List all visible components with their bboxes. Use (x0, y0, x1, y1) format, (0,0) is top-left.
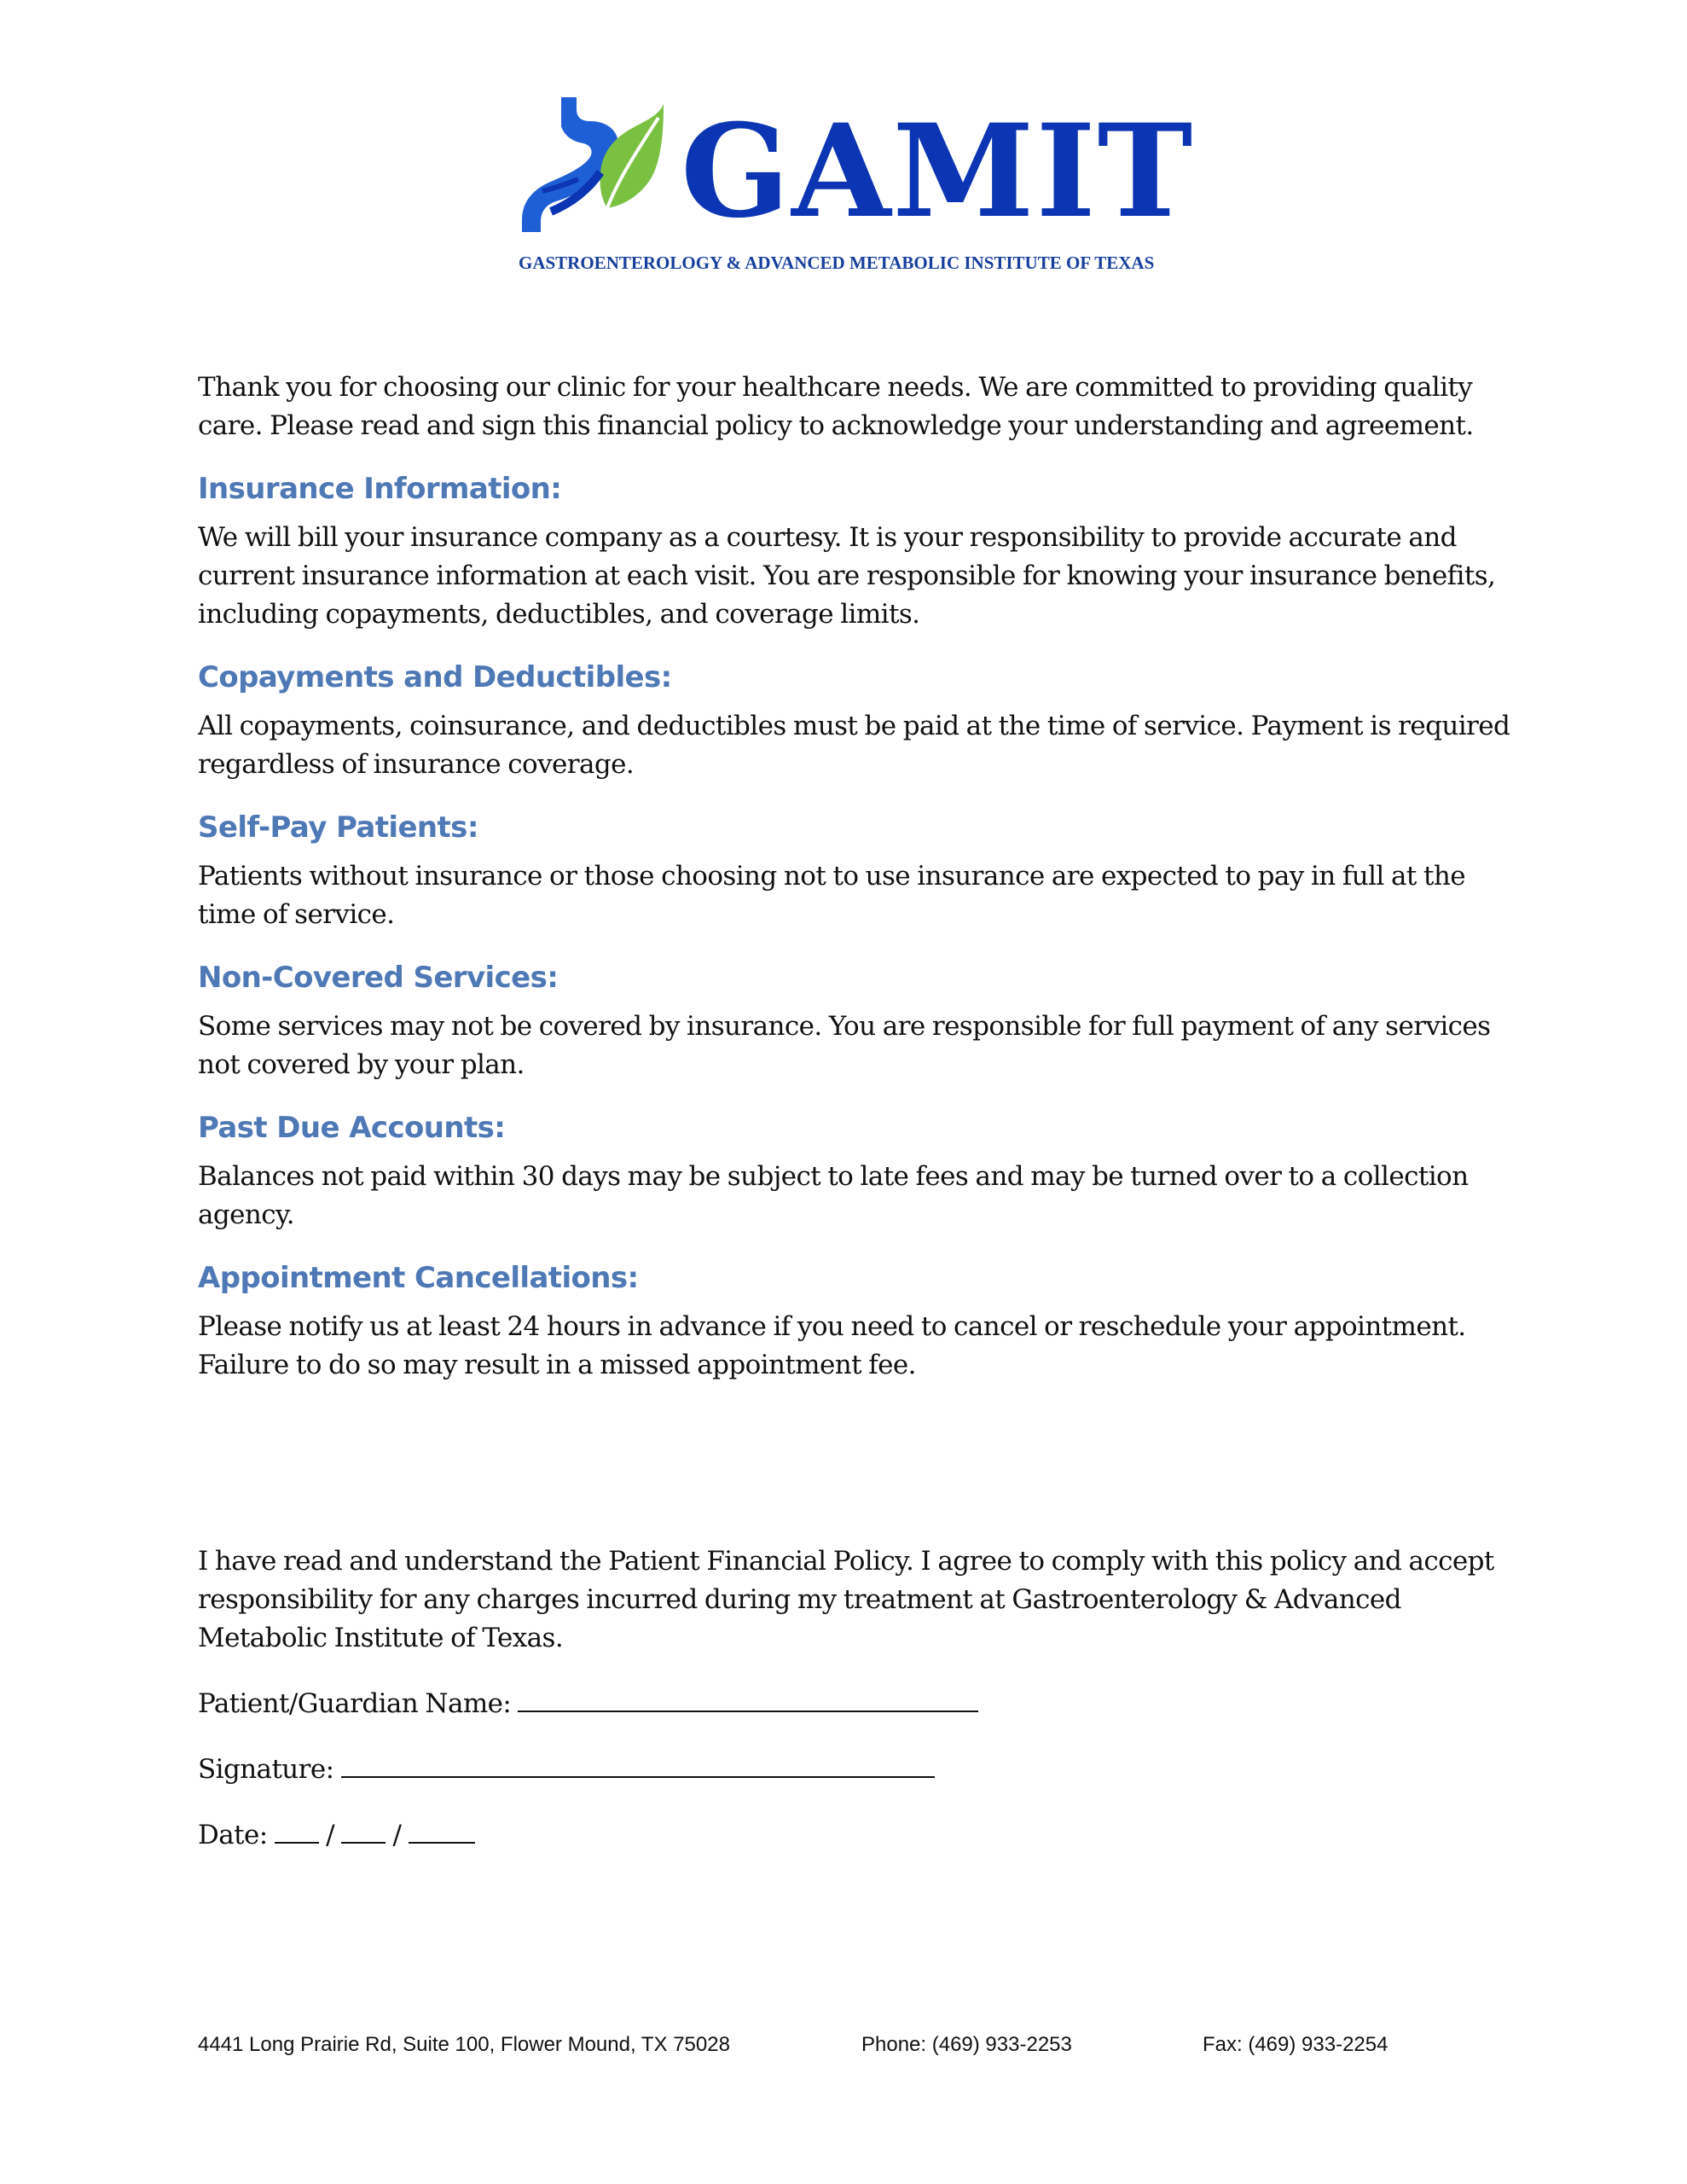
section-heading-cancellations: Appointment Cancellations: (198, 1261, 639, 1295)
section-body-non-covered: Some services may not be covered by insurance. You are responsible for full payment of any services not covered by your plan. (198, 1011, 1491, 1080)
clinic-logo (517, 96, 1195, 279)
date-row (198, 1816, 1511, 1855)
date-day-field[interactable] (341, 1816, 386, 1844)
section-heading-copayments: Copayments and Deductibles: (198, 660, 672, 694)
date-month-field[interactable] (275, 1816, 319, 1844)
intro-paragraph: Thank you for choosing our clinic for your healthcare needs. We are committed to providing quality care. Please read and sign this financial policy to acknowledge your understanding and agreement. (198, 372, 1474, 441)
section-body-past-due: Balances not paid within 30 days may be subject to late fees and may be turned over to a collection agency. (198, 1161, 1469, 1230)
signature-field[interactable] (341, 1751, 935, 1778)
date-year-field[interactable] (409, 1816, 475, 1844)
section-heading-self-pay: Self-Pay Patients: (198, 810, 478, 845)
section-body-self-pay: Patients without insurance or those choosing not to use insurance are expected to pay in full at the time of service. (198, 861, 1465, 930)
section-body-cancellations: Please notify us at least 24 hours in advance if you need to cancel or reschedule your appointment. Failure to do so may result in a missed appointment fee. (198, 1311, 1466, 1380)
logo-tagline: GASTROENTEROLOGY & ADVANCED METABOLIC INSTITUTE OF TEXAS (519, 253, 1155, 273)
page-footer (198, 2032, 1511, 2058)
footer-phone: Phone: (469) 933-2253 (861, 2033, 1072, 2056)
section-heading-past-due: Past Due Accounts: (198, 1111, 506, 1145)
section-heading-insurance: Insurance Information: (198, 472, 562, 506)
date-label: Date: (198, 1820, 268, 1850)
acknowledgement-paragraph: I have read and understand the Patient Financial Policy. I agree to comply with this policy and accept responsibility for any charges incurred during my treatment at Gastroenterology & Advanced Metabolic Institute of Texas. (198, 1546, 1494, 1653)
logo-wordmark: GAMIT (681, 96, 1195, 247)
section-heading-non-covered: Non-Covered Services: (198, 961, 559, 995)
date-separator: / (392, 1820, 402, 1850)
policy-content (198, 369, 1511, 1855)
stomach-leaf-logo-icon (517, 96, 664, 232)
signature-label: Signature: (198, 1754, 334, 1785)
patient-name-label: Patient/Guardian Name: (198, 1688, 512, 1719)
section-body-insurance: We will bill your insurance company as a courtesy. It is your responsibility to provide accurate and current insurance information at each visit. You are responsible for knowing your insurance benefits, including copayments, deductibles, and coverage limits. (198, 522, 1496, 630)
date-separator: / (326, 1820, 334, 1850)
footer-address: 4441 Long Prairie Rd, Suite 100, Flower Mound, TX 75028 (198, 2033, 730, 2056)
footer-fax: Fax: (469) 933-2254 (1203, 2033, 1388, 2056)
signature-row (198, 1751, 1511, 1789)
patient-name-row (198, 1685, 1511, 1723)
section-body-copayments: All copayments, coinsurance, and deductibles must be paid at the time of service. Payment is required regardless of insurance coverage. (198, 711, 1510, 780)
patient-name-field[interactable] (518, 1685, 978, 1712)
